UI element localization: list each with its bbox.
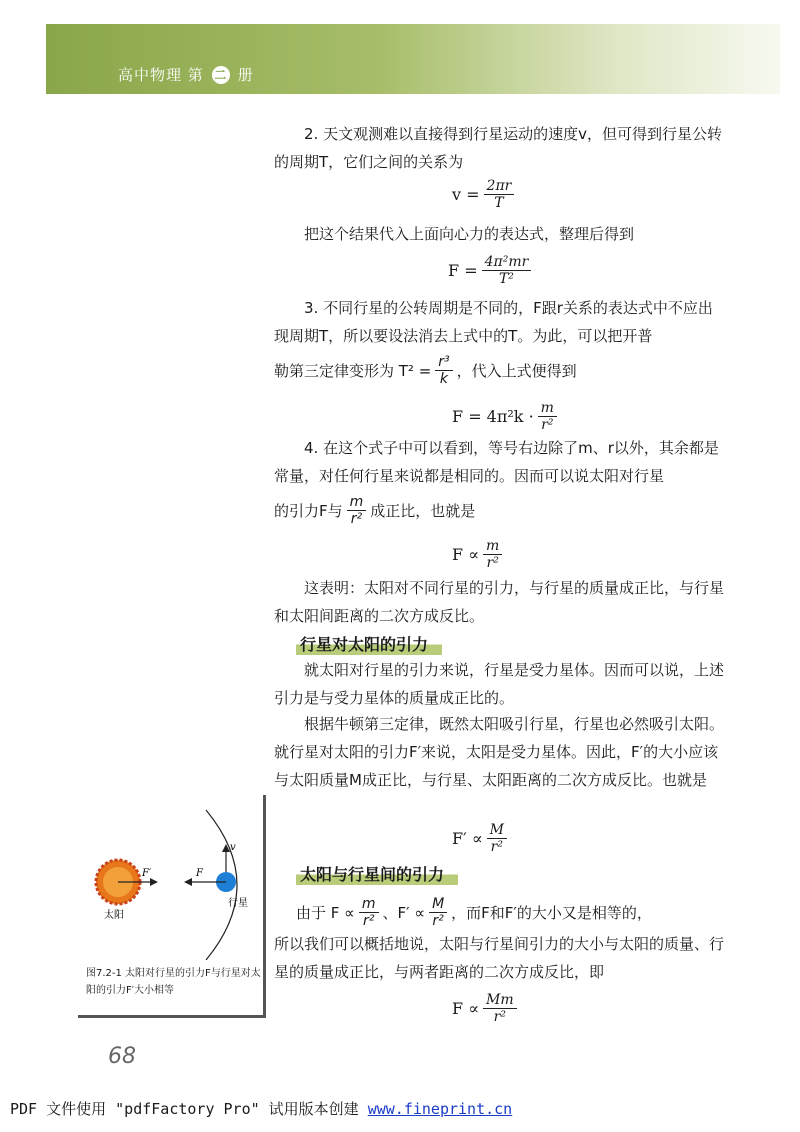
proportion-line: 的引力F与 $\frac{m}{\text{r²}}$ 成正比，也就是 (274, 494, 476, 527)
kepler-line: 勒第三定律变形为 T² = $\frac{\text{r³}}{k}$ ，代入上式便得到 (274, 354, 577, 387)
label-fprime: F′ (142, 868, 152, 879)
figure-7-2-1-diagram (78, 800, 263, 960)
paragraph-6: 就太阳对行星的引力来说，行星是受力星体。因而可以说，上述引力是与受力星体的质量成正比的。 (274, 661, 725, 707)
label-sun: 太阳 (104, 910, 124, 921)
paragraph-9: 所以我们可以概括地说，太阳与行星间引力的大小与太阳的质量、行星的质量成正比，与两者距离的二次方成反比，即 (274, 935, 725, 981)
paragraph-4a: 4. 在这个式子中可以看到，等号右边除了m、r以外，其余都是常量，对任何行星来说都是相同的。因而可以说太阳对行星 (274, 439, 719, 485)
section-heading-mutual-gravity: 太阳与行星间的引力 (296, 862, 458, 885)
footer-text: PDF 文件使用 "pdfFactory Pro" 试用版本创建 (10, 1100, 359, 1118)
book-header (118, 64, 254, 85)
paragraph-2b: 把这个结果代入上面向心力的表达式，整理后得到 (304, 225, 635, 243)
book-suffix: 册 (237, 66, 254, 84)
formula-f-prop-m: F ∝ $\frac{m}{\text{r²}}$ (452, 538, 506, 571)
paragraph-2a: 2. 天文观测难以直接得到行星运动的速度v，但可得到行星公转的周期T，它们之间的关系为 (274, 125, 722, 171)
formula-kepler: F = 4π²k · $\frac{m}{\text{r²}}$ (452, 400, 561, 433)
book-title: 高中物理 第 (118, 66, 204, 84)
paragraph-3a: 3. 不同行星的公转周期是不同的，F跟r关系的表达式中不应出现周期T，所以要设法消去上式中的T。为此，可以把开普 (274, 299, 713, 345)
formula-universal-gravitation: F ∝ $\frac{Mm}{\text{r²}}$ (452, 992, 521, 1025)
page-number: 68 (108, 1044, 136, 1069)
paragraph-8-line: 由于 F ∝ $\frac{m}{\text{r²}}$ 、F′ ∝ $\frac{M}{\text{r²}}$ ，而F和F′的大小又是相等的， (296, 896, 652, 929)
section-heading-planet-on-sun: 行星对太阳的引力 (296, 632, 442, 655)
pdf-footer (10, 1098, 512, 1119)
label-f: F (196, 868, 203, 879)
figure-caption: 图7.2-1 太阳对行星的引力F与行星对太阳的引力F′大小相等 (86, 968, 261, 996)
formula-centripetal: F = $\frac{\text{4π²mr}}{\text{T²}}$ (448, 254, 535, 287)
paragraph-7: 根据牛顿第三定律，既然太阳吸引行星，行星也必然吸引太阳。就行星对太阳的引力F′来说，太阳是受力星体。因此，F′的大小应该与太阳质量M成正比，与行星、太阳距离的二次方成反比。也就是 (274, 715, 725, 789)
label-planet: 行星 (228, 898, 248, 909)
paragraph-5: 这表明：太阳对不同行星的引力，与行星的质量成正比，与行星和太阳间距离的二次方成反比。 (274, 579, 725, 625)
volume-badge: 二 (212, 66, 230, 84)
label-v: v (230, 842, 236, 853)
formula-velocity: v = $\frac{2\pi r}{T}$ (452, 178, 518, 211)
footer-link[interactable]: www.fineprint.cn (367, 1100, 513, 1118)
formula-fprime: F′ ∝ $\frac{M}{\text{r²}}$ (452, 822, 511, 855)
